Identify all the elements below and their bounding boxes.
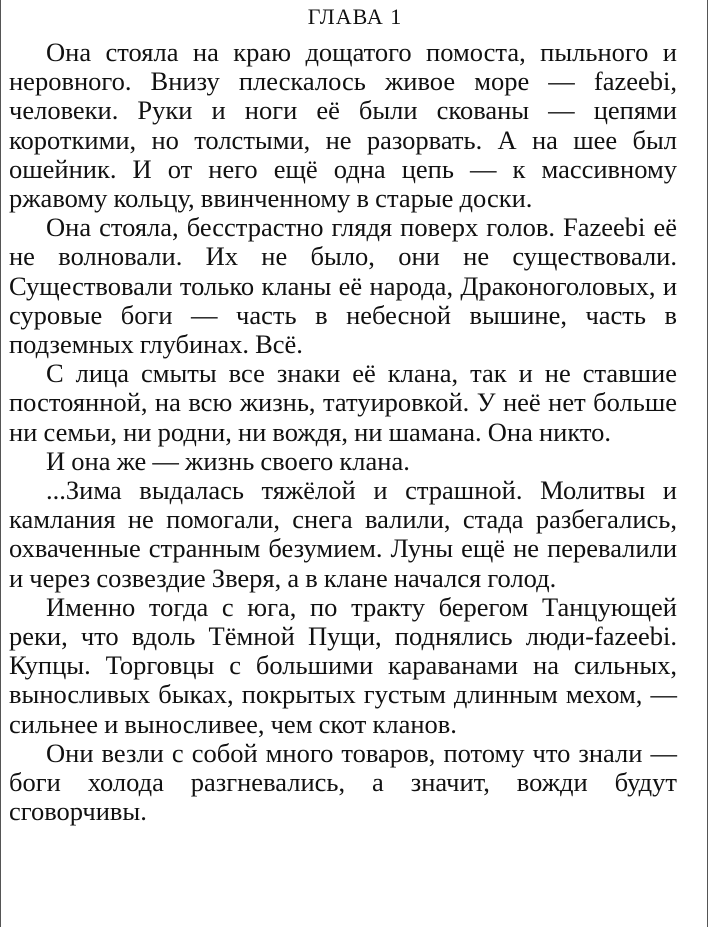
paragraph: Они везли с собой много товаров, потому что знали — боги холода разгневались, а значит, вожди будут сговорчивы. bbox=[9, 737, 677, 827]
chapter-body bbox=[9, 38, 677, 826]
paragraph: Она стояла на краю дощатого помоста, пыльного и неровного. Внизу плескалось живое море — fazeebi, человеки. Руки и ноги её были скованы — цепями короткими, но толстыми, не разорвать. А на шее был ошейник. И от него ещё одна цепь — к массивному ржавому кольцу, ввинченному в старые доски. bbox=[9, 37, 677, 214]
chapter-title: ГЛАВА 1 bbox=[307, 4, 403, 29]
paragraph: Именно тогда с юга, по тракту берегом Танцующей реки, что вдоль Тёмной Пущи, поднялись люди-fazeebi. Купцы. Торговцы с большими караванами на сильных, выносливых быках, покрытых густым длинным мехом, — сильнее и выносливее, чем скот кланов. bbox=[9, 591, 677, 739]
paragraph: И она же — жизнь своего клана. bbox=[46, 445, 410, 476]
paragraph: ...Зима выдалась тяжёлой и страшной. Молитвы и камлания не помогали, снега валили, стада разбегались, охваченные странным безумием. Луны ещё не перевалили и через созвездие Зверя, а в клане начался голод. bbox=[9, 475, 677, 593]
paragraph: С лица смыты все знаки её клана, так и не ставшие постоянной, на всю жизнь, татуировкой. У неё нет больше ни семьи, ни родни, ни вождя, ни шамана. Она никто. bbox=[9, 358, 677, 447]
paragraph: Она стояла, бесстрастно глядя поверх голов. Fazeebi её не волновали. Их не было, они не существовали. Существовали только кланы её народа, Драконоголовых, и суровые боги — часть в небесной вышине, часть в подземных глубинах. Всё. bbox=[9, 212, 677, 360]
